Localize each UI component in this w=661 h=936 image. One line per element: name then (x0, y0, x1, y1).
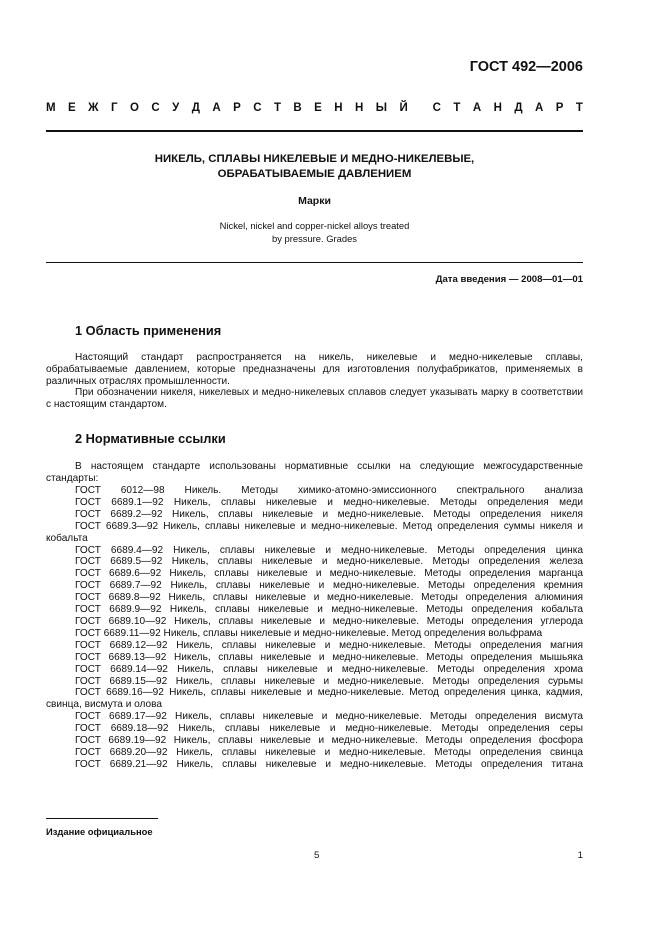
reference-item: ГОСТ 6689.7—92 Никель, сплавы никелевые и медно-никелевые. Методы определения кремния (75, 580, 583, 592)
section-1-paragraph: При обозначении никеля, никелевых и медно-никелевых сплавов следует указывать марку в соответствии с настоящим стандартом. (46, 387, 583, 411)
banner-letter: Д (514, 102, 523, 114)
title-divider (46, 262, 583, 263)
reference-item: ГОСТ 6689.5—92 Никель, сплавы никелевые и медно-никелевые. Методы определения железа (75, 556, 583, 568)
banner-letter: Н (355, 102, 364, 114)
banner-letter: Т (273, 102, 281, 114)
banner-letter: С (432, 102, 441, 114)
reference-item: ГОСТ 6689.6—92 Никель, сплавы никелевые и медно-никелевые. Методы определения марганца (75, 568, 583, 580)
banner-letter: Й (399, 102, 408, 114)
reference-item: ГОСТ 6689.14—92 Никель, сплавы никелевые и медно-никелевые. Методы определения хрома (75, 663, 583, 675)
banner-letter: А (534, 102, 544, 114)
banner-letter: Т (453, 102, 461, 114)
banner-letter: Н (493, 102, 502, 114)
section-2-intro-text: В настоящем стандарте использованы нормативные ссылки на следующие межгосударственные стандарты: (46, 461, 583, 484)
footer-divider (46, 818, 158, 819)
page-number-center: 5 (314, 850, 320, 861)
reference-item: ГОСТ 6689.21—92 Никель, сплавы никелевые и медно-никелевые. Методы определения титана (75, 758, 583, 770)
banner-letter: Е (314, 102, 322, 114)
reference-item: ГОСТ 6012—98 Никель. Методы химико-атомно-эмиссионного спектрального анализа (75, 485, 583, 496)
banner-letter: Н (334, 102, 343, 114)
introduction-date: Дата введения — 2008—01—01 (435, 274, 583, 285)
banner-letter: А (472, 102, 482, 114)
banner-letter: Т (575, 102, 583, 114)
banner-letter: В (293, 102, 302, 114)
reference-item: ГОСТ 6689.11—92 Никель, сплавы никелевые и медно-никелевые. Метод определения вольфрама (75, 627, 543, 639)
english-title-line-2: by pressure. Grades (272, 232, 357, 244)
reference-item: ГОСТ 6689.13—92 Никель, сплавы никелевые и медно-никелевые. Методы определения мышьяка (75, 651, 583, 663)
banner-letter: Р (555, 102, 564, 114)
reference-item: ГОСТ 6689.19—92 Никель, сплавы никелевые и медно-никелевые. Методы определения фосфора (75, 735, 583, 747)
banner-letter: У (172, 102, 180, 114)
section-2-intro (46, 461, 583, 485)
banner-letter: С (151, 102, 160, 114)
english-title (46, 220, 583, 245)
document-code: ГОСТ 492—2006 (469, 59, 583, 75)
reference-item: ГОСТ 6689.16—92 Никель, сплавы никелевые и медно-никелевые. Метод определения цинка, кадмия, свинца, висмута и олова (46, 687, 583, 711)
reference-item: ГОСТ 6689.3—92 Никель, сплавы никелевые и медно-никелевые. Метод определения суммы никеля и кобальта (46, 520, 583, 544)
document-title (46, 152, 583, 182)
banner-letter: Ж (88, 102, 99, 114)
reference-item: ГОСТ 6689.1—92 Никель, сплавы никелевые и медно-никелевые. Методы определения меди (75, 496, 583, 508)
banner-letter: М (46, 102, 56, 114)
section-1-heading: 1 Область применения (75, 323, 222, 338)
reference-item: ГОСТ 6689.17—92 Никель, сплавы никелевые и медно-никелевые. Методы определения висмута (75, 711, 583, 723)
banner-letter: С (253, 102, 262, 114)
title-line-1: НИКЕЛЬ, СПЛАВЫ НИКЕЛЕВЫЕ И МЕДНО-НИКЕЛЕВЫЕ, (154, 153, 475, 165)
reference-item: ГОСТ 6689.20—92 Никель, сплавы никелевые и медно-никелевые. Методы определения свинца (75, 746, 583, 758)
reference-item: ГОСТ 6689.9—92 Никель, сплавы никелевые и медно-никелевые. Методы определения кобальта (75, 604, 583, 616)
banner-letter: О (129, 102, 139, 114)
reference-item: ГОСТ 6689.15—92 Никель, сплавы никелевые и медно-никелевые. Методы определения сурьмы (75, 675, 583, 687)
reference-item: ГОСТ 6689.12—92 Никель, сплавы никелевые и медно-никелевые. Методы определения магния (75, 639, 583, 651)
reference-item: ГОСТ 6689.8—92 Никель, сплавы никелевые и медно-никелевые. Методы определения алюминия (75, 592, 583, 604)
banner-letter: Р (233, 102, 241, 114)
edition-note: Издание официальное (46, 826, 153, 837)
page-number-right: 1 (577, 850, 583, 861)
banner-letter: Ы (375, 102, 388, 114)
reference-item: ГОСТ 6689.2—92 Никель, сплавы никелевые и медно-никелевые. Методы определения никеля (75, 508, 583, 520)
interstate-standard-banner (46, 102, 583, 114)
english-title-line-1: Nickel, nickel and copper-nickel alloys treated (219, 220, 410, 231)
reference-item: ГОСТ 6689.10—92 Никель, сплавы никелевые и медно-никелевые. Методы определения углерода (75, 615, 583, 627)
section-1-paragraph: Настоящий стандарт распространяется на никель, никелевые и медно-никелевые сплавы, обрабатываемые давлением, которые предназначены для изготовления полуфабрикатов, применяемых в различных отраслях промышленности. (46, 352, 583, 387)
reference-item: ГОСТ 6689.18—92 Никель, сплавы никелевые и медно-никелевые. Методы определения серы (75, 723, 583, 735)
section-1-body (46, 352, 583, 411)
header-divider (46, 130, 583, 132)
title-line-2: ОБРАБАТЫВАЕМЫЕ ДАВЛЕНИЕМ (217, 168, 412, 180)
document-subtitle: Марки (298, 195, 331, 207)
references-list (46, 485, 583, 771)
banner-letter: Г (110, 102, 118, 114)
reference-item: ГОСТ 6689.4—92 Никель, сплавы никелевые и медно-никелевые. Методы определения цинка (75, 544, 583, 556)
section-2-heading: 2 Нормативные ссылки (75, 431, 226, 446)
banner-letter: Д (191, 102, 200, 114)
banner-letter: Е (68, 102, 76, 114)
banner-letter: А (212, 102, 221, 114)
